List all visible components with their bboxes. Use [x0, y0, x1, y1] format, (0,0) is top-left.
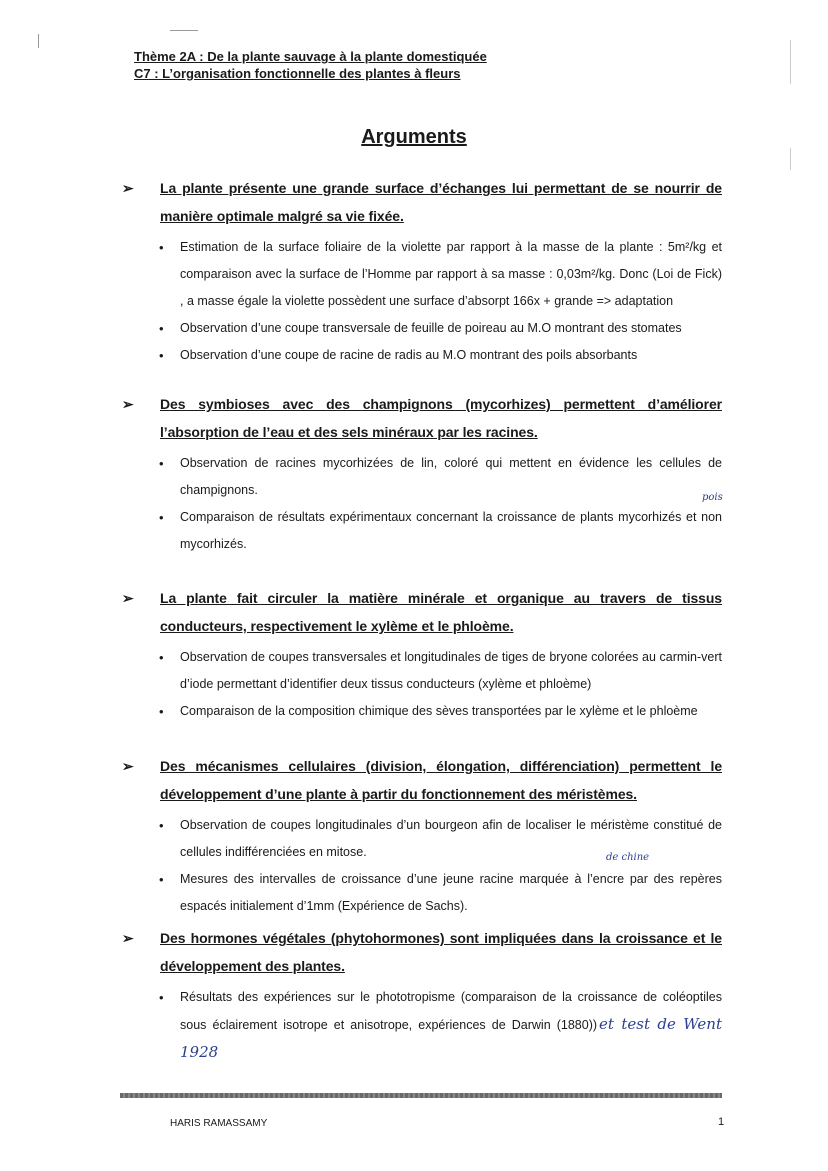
bullet-dot-icon: •	[159, 510, 164, 525]
page-number: 1	[718, 1116, 725, 1128]
argument-heading: Des hormones végétales (phytohormones) sont impliquées dans la croissance et le développement des plantes.	[160, 930, 722, 974]
argument-section	[122, 924, 722, 1067]
argument-heading: La plante présente une grande surface d’échanges lui permettant de se nourrir de manière optimale malgré sa vie fixée.	[160, 180, 722, 224]
evidence-text: Observation d’une coupe de racine de radis au M.O montrant des poils absorbants	[180, 348, 638, 362]
evidence-list	[122, 812, 722, 920]
bullet-dot-icon: •	[159, 872, 164, 887]
evidence-list	[122, 644, 722, 725]
evidence-item	[122, 644, 722, 698]
arrow-bullet-icon: ➢	[122, 930, 134, 946]
evidence-item	[122, 342, 722, 369]
header-chapter: C7 : L’organisation fonctionnelle des plantes à fleurs	[134, 66, 461, 81]
evidence-item	[122, 504, 722, 558]
evidence-item	[122, 866, 722, 920]
scan-mark-left	[38, 34, 39, 48]
document-header	[134, 48, 487, 82]
scan-mark-right-lower	[790, 148, 791, 170]
evidence-item	[122, 315, 722, 342]
bullet-dot-icon: •	[159, 818, 164, 833]
bullet-dot-icon: •	[159, 456, 164, 471]
evidence-item	[122, 698, 722, 725]
evidence-text: Observation d’une coupe transversale de feuille de poireau au M.O montrant des stomates	[180, 321, 682, 335]
arrow-bullet-icon: ➢	[122, 758, 134, 774]
evidence-text: Comparaison de la composition chimique des sèves transportées par le xylème et le phloème	[180, 704, 698, 718]
argument-section	[122, 390, 722, 558]
bullet-dot-icon: •	[159, 650, 164, 665]
evidence-text: Estimation de la surface foliaire de la violette par rapport à la masse de la plante : 5m²/kg et comparaison avec la surface de l’Homme par rapport à sa masse : 0,03m²/kg. Donc (Loi de Fick) , a masse égale la violette possèdent une surface d’absorpt 166x + grande => adaptation	[180, 240, 722, 308]
evidence-item	[122, 450, 722, 504]
handwritten-annotation: de chine	[606, 852, 650, 863]
evidence-list	[122, 234, 722, 369]
evidence-text: Observation de coupes transversales et longitudinales de tiges de bryone colorées au carmin-vert d’iode permettant d’identifier deux tissus conducteurs (xylème et phloème)	[180, 650, 722, 691]
arrow-bullet-icon: ➢	[122, 590, 134, 606]
scan-mark-right	[790, 40, 791, 84]
evidence-item	[122, 234, 722, 315]
argument-section	[122, 174, 722, 369]
handwritten-annotation: pois	[702, 492, 723, 503]
page-title: Arguments	[361, 126, 467, 148]
argument-heading: Des symbioses avec des champignons (mycorhizes) permettent d’améliorer l’absorption de l’eau et des sels minéraux par les racines.	[160, 396, 722, 440]
bullet-dot-icon: •	[159, 348, 164, 363]
footer-rule	[120, 1093, 722, 1098]
bullet-dot-icon: •	[159, 321, 164, 336]
evidence-list	[122, 984, 722, 1067]
arrow-bullet-icon: ➢	[122, 396, 134, 412]
argument-heading: La plante fait circuler la matière minérale et organique au travers de tissus conducteurs, respectivement le xylème et le phloème.	[160, 590, 722, 634]
argument-section	[122, 584, 722, 725]
argument-section	[122, 752, 722, 920]
handwritten-annotation: et test de Went 1928	[180, 1015, 722, 1061]
arrow-bullet-icon: ➢	[122, 180, 134, 196]
footer-author: HARIS RAMASSAMY	[170, 1118, 268, 1129]
bullet-dot-icon: •	[159, 990, 164, 1005]
evidence-text: Observation de racines mycorhizées de lin, coloré qui mettent en évidence les cellules de champignons.	[180, 456, 722, 497]
evidence-text: Observation de coupes longitudinales d’un bourgeon afin de localiser le méristème constitué de cellules indifférenciées en mitose.	[180, 818, 722, 859]
bullet-dot-icon: •	[159, 240, 164, 255]
evidence-item	[122, 984, 722, 1067]
header-theme: Thème 2A : De la plante sauvage à la plante domestiquée	[134, 49, 487, 64]
scan-mark-top	[170, 30, 198, 31]
evidence-text: Résultats des expériences sur le phototropisme (comparaison de la croissance de coléoptiles sous éclairement isotrope et anisotrope, expériences de Darwin (1880))	[180, 990, 722, 1032]
evidence-list	[122, 450, 722, 558]
bullet-dot-icon: •	[159, 704, 164, 719]
argument-heading: Des mécanismes cellulaires (division, élongation, différenciation) permettent le développement d’une plante à partir du fonctionnement des méristèmes.	[160, 758, 722, 802]
evidence-text: Mesures des intervalles de croissance d’une jeune racine marquée à l’encre par des repères espacés initialement d’1mm (Expérience de Sachs).	[180, 872, 722, 913]
evidence-text: Comparaison de résultats expérimentaux concernant la croissance de plants mycorhizés et non mycorhizés.	[180, 510, 722, 551]
